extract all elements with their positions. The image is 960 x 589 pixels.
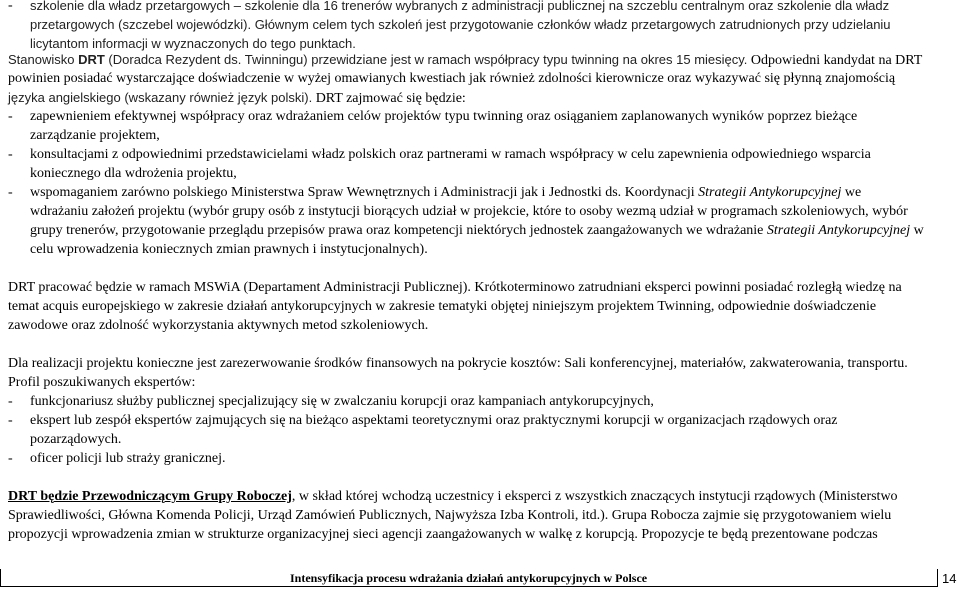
- page-number: 14: [942, 571, 957, 586]
- chair-line-2: Sprawiedliwości, Główna Komenda Policji, Urząd Zamówień Publicznych, Najwyższa Izba Kontroli, itd.). Grupa Robocza zajmie się przygotowaniem wielu: [8, 508, 892, 523]
- duty-3-line-2: wdrażaniu założeń projektu (wybór grupy osób z instytucji biorących udział w projekcie, które to osoby wezmą udział w programach szkoleniowych, wybór: [30, 204, 908, 219]
- duty-1-line-1: zapewnieniem efektywnej współpracy oraz wdrażaniem celów projektów typu twinning oraz osiąganiem zaplanowanych wyników poprzez bieżące: [30, 109, 858, 124]
- position-line-3: [8, 88, 956, 109]
- duty-3-line-3: [30, 221, 956, 241]
- duty-3-l3i: Strategii Antykorupcyjnej: [766, 223, 911, 238]
- intro-line-1: szkolenie dla władz przetargowych – szkolenie dla 16 trenerów wybranych z administracji publicznej na szczeblu centralnym oraz szkolenie dla władz: [30, 0, 890, 13]
- funding-line-2: Profil poszukiwanych ekspertów:: [8, 375, 196, 390]
- expert-3-dash: -: [8, 451, 13, 466]
- position-cont: Odpowiedni kandydat na DRT: [747, 53, 923, 68]
- intro-line-2: przetargowych (szczebel wojewódzki). Głównym celem tych szkoleń jest przygotowanie członków władz przetargowych zatrudnionych przy udzielaniu: [30, 17, 891, 32]
- chair-l1: , w skład której wchodzą uczestnicy i eksperci z wszystkich znaczących instytucji rządowych (Ministerstwo: [291, 489, 898, 504]
- chair-line-3: propozycji wprowadzenia zmian w strukturze organizacyjnej sieci agencji zaangażowanych w walkę z korupcją. Propozycje te będą prezentowane podczas: [8, 527, 878, 542]
- duty-3-line-1: [30, 183, 956, 203]
- chair-line-1: [8, 487, 956, 507]
- duty-2-dash: -: [8, 147, 13, 162]
- expert-2-dash: -: [8, 413, 13, 428]
- duty-2-line-1: konsultacjami z odpowiednimi przedstawicielami władz polskich oraz partnerami w ramach współpracy w celu zapewnienia odpowiedniego wsparcia: [30, 147, 871, 162]
- position-line-2: powinien posiadać wystarczające doświadczenie w wyżej omawianych kwestiach jak również zdolności kierownicze oraz wykazywać się płynną znajomością: [8, 71, 896, 86]
- duty-3-dash: -: [8, 185, 13, 200]
- expert-1-line-1: funkcjonariusz służby publicznej specjalizujący się w zwalczaniu korupcji oraz kampaniach antykorupcyjnych,: [30, 394, 654, 409]
- position-prefix: Stanowisko: [8, 52, 79, 67]
- duty-3-line-4: celu wprowadzenia koniecznych zmian prawnych i instytucjonalnych).: [30, 242, 428, 257]
- msw-line-3: zawodowe oraz zdolność wykorzystania aktywnych metod szkoleniowych.: [8, 318, 429, 333]
- expert-1-dash: -: [8, 394, 13, 409]
- funding-line-1: Dla realizacji projektu konieczne jest zarezerwowanie środków finansowych na pokrycie kosztów: Sali konferencyjnej, materiałów, zakwaterowania, transportu.: [8, 356, 908, 371]
- duty-3-l1b: Koordynacji: [621, 185, 699, 200]
- position-l3b: DRT zajmować się będzie:: [312, 91, 466, 106]
- expert-2-line-2: pozarządowych.: [30, 432, 122, 447]
- intro-line-3: licytantom informacji w wyznaczonych do tego punktach.: [30, 36, 356, 51]
- msw-line-1: [8, 278, 956, 298]
- duty-1-line-2: zarządzanie projektem,: [30, 128, 160, 143]
- msw-l1a: DRT pracować będzie w ramach MSWiA (Departament Administracji Publicznej).: [8, 280, 471, 295]
- intro-dash: -: [8, 0, 13, 13]
- duty-3-l3b: w: [910, 223, 924, 238]
- chair-bold: DRT będzie Przewodniczącym Grupy Roboczej: [8, 489, 292, 504]
- position-l3: języka angielskiego (wskazany również język polski).: [8, 90, 313, 105]
- position-line-1: [8, 50, 956, 71]
- msw-line-2: temat acquis europejskiego w zakresie działań antykorupcyjnych w zakresie tematyki objętej niniejszym projektem Twinning, odpowiednie doświadczenie: [8, 299, 877, 314]
- footer-title: Intensyfikacja procesu wdrażania działań antykorupcyjnych w Polsce: [290, 571, 648, 585]
- duty-3-l1c: we: [841, 185, 862, 200]
- duty-2-line-2: koniecznego dla wdrożenia projektu,: [30, 166, 237, 181]
- duty-1-dash: -: [8, 109, 13, 124]
- position-rest: (Doradca Rezydent ds. Twinningu) przewidziane jest w ramach współpracy typu twinning na okres 15 miesięcy.: [104, 52, 748, 67]
- duty-3-l1a: wspomaganiem zarówno polskiego Ministerstwa Spraw Wewnętrznych i Administracji jak i Jednostki ds.: [30, 185, 622, 200]
- duty-3-l3a: grupy trenerów, przygotowanie przeglądu przepisów prawa oraz kompetencji niektórych jednostek zaangażowanych we wdrażanie: [30, 223, 767, 238]
- duty-3-l1i: Strategii Antykorupcyjnej: [698, 185, 842, 200]
- position-drt: DRT: [78, 52, 105, 67]
- expert-3-line-1: oficer policji lub straży granicznej.: [30, 451, 226, 466]
- expert-2-line-1: ekspert lub zespół ekspertów zajmujących się na bieżąco aspektami teoretycznymi oraz praktycznymi korupcji w organizacjach rządowych oraz: [30, 413, 838, 428]
- msw-l1b: Krótkoterminowo zatrudniani eksperci powinni posiadać rozległą wiedzę na: [470, 280, 902, 295]
